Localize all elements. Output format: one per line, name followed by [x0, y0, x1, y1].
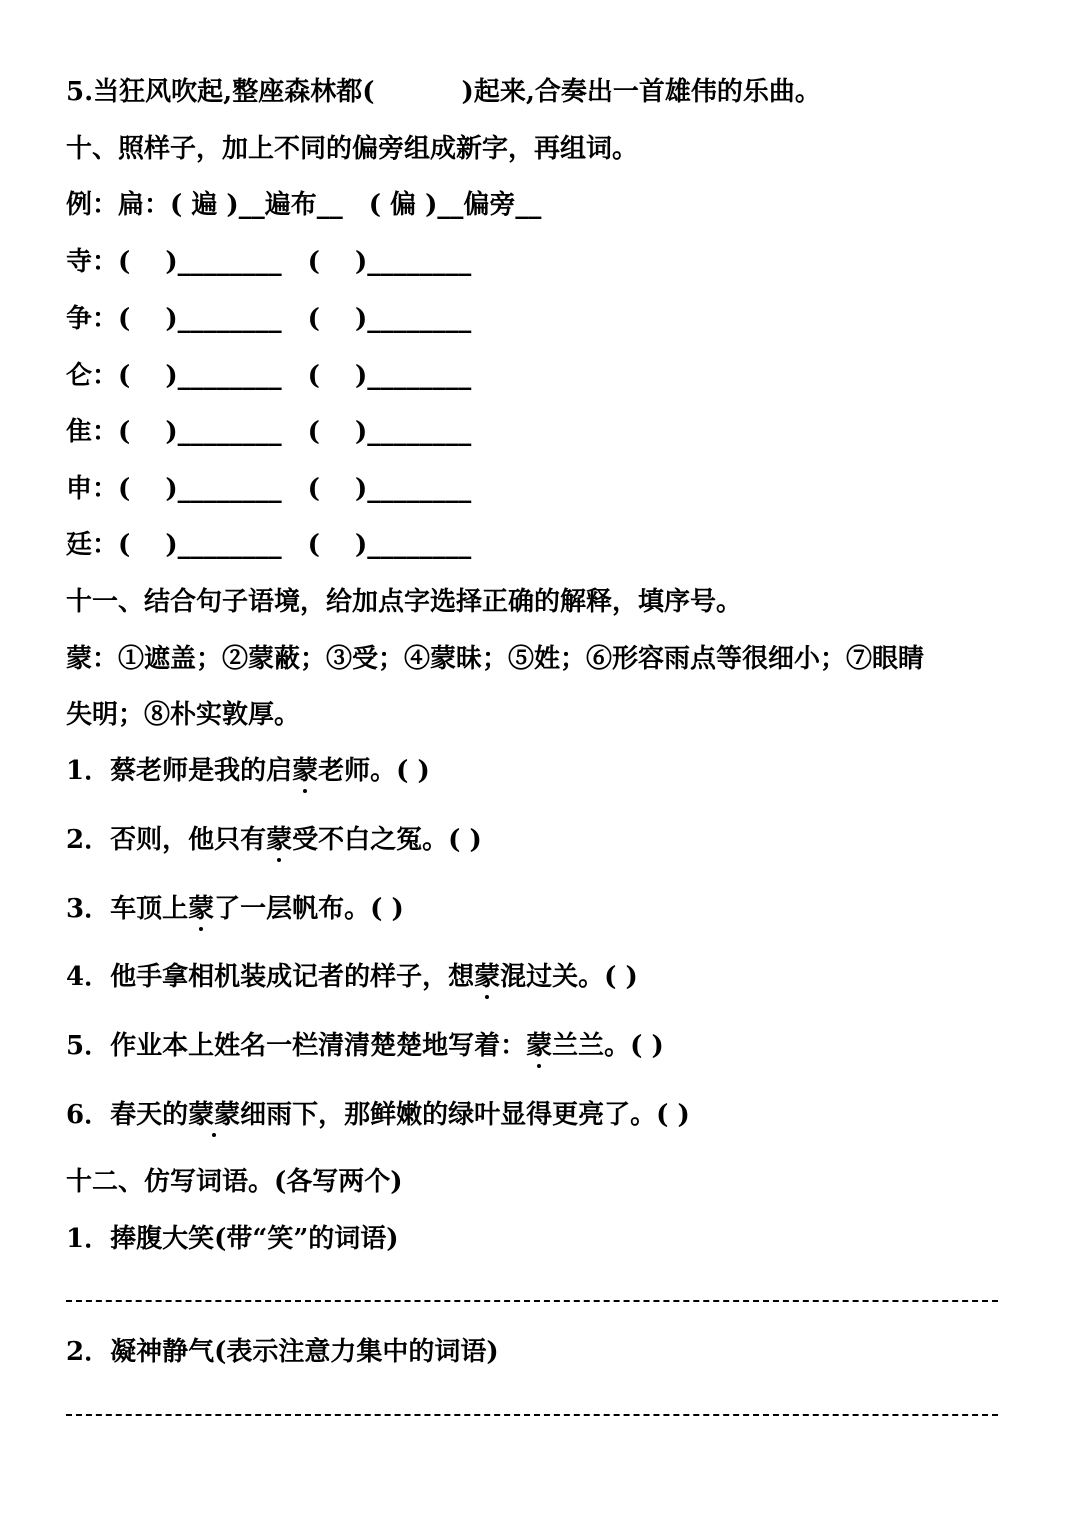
- question-text-before: 5．作业本上姓名一栏清清楚楚地写着：: [66, 1031, 527, 1061]
- question-text-before: 4．他手拿相机装成记者的样子，想: [66, 962, 475, 992]
- section-12-heading: 十二、仿写词语。(各写两个): [66, 1167, 403, 1197]
- context-question-2: [66, 823, 482, 857]
- dotted-character: 蒙: [526, 1031, 553, 1061]
- question-text-after: 混过关。( ): [500, 962, 638, 992]
- answer-line[interactable]: [66, 1414, 998, 1416]
- radical-row: 仑：( )________ ( )________: [66, 361, 472, 391]
- definitions-line-2: 失明；⑧朴实敦厚。: [66, 700, 301, 730]
- section-11-heading: 十一、结合句子语境，给加点字选择正确的解释，填序号。: [66, 587, 743, 617]
- question-text-after: 老师。( ): [318, 756, 430, 786]
- question-text-before: 6．春天的: [66, 1100, 189, 1130]
- dotted-character: 蒙蒙: [188, 1100, 241, 1130]
- imitation-item-1: 1．捧腹大笑(带“笑”的词语): [66, 1224, 399, 1254]
- question-text-after: 受不白之冤。( ): [292, 825, 482, 855]
- question-text-before: 2．否则，他只有: [66, 825, 267, 855]
- question-text-before: 3．车顶上: [66, 894, 189, 924]
- radical-row: 廷：( )________ ( )________: [66, 530, 472, 560]
- dotted-character: 蒙: [474, 962, 501, 992]
- radical-row: 寺：( )________ ( )________: [66, 247, 472, 277]
- dotted-character: 蒙: [292, 756, 319, 786]
- definitions-line-1: 蒙：①遮盖；②蒙蔽；③受；④蒙昧；⑤姓；⑥形容雨点等很细小；⑦眼睛: [66, 644, 925, 674]
- question-text-after: 了一层帆布。( ): [214, 894, 404, 924]
- section-10-example: 例：扁：( 遍 )__遍布__ ( 偏 )__偏旁__: [66, 190, 542, 220]
- question-9-item-5: 5.当狂风吹起,整座森林都( )起来,合奏出一首雄伟的乐曲。: [66, 77, 821, 107]
- imitation-item-2: 2．凝神静气(表示注意力集中的词语): [66, 1337, 499, 1367]
- context-question-1: [66, 754, 430, 788]
- context-question-5: [66, 1029, 664, 1063]
- question-text-after: 兰兰。( ): [552, 1031, 664, 1061]
- answer-line[interactable]: [66, 1300, 998, 1302]
- context-question-3: [66, 892, 404, 926]
- section-10-heading: 十、照样子，加上不同的偏旁组成新字，再组词。: [66, 134, 639, 164]
- radical-row: 隹：( )________ ( )________: [66, 417, 472, 447]
- question-text-before: 1．蔡老师是我的启: [66, 756, 293, 786]
- dotted-character: 蒙: [188, 894, 215, 924]
- radical-row: 争：( )________ ( )________: [66, 304, 472, 334]
- dotted-character: 蒙: [266, 825, 293, 855]
- context-question-4: [66, 960, 638, 994]
- question-text-after: 细雨下，那鲜嫩的绿叶显得更亮了。( ): [240, 1100, 690, 1130]
- radical-row: 申：( )________ ( )________: [66, 474, 472, 504]
- context-question-6: [66, 1098, 690, 1132]
